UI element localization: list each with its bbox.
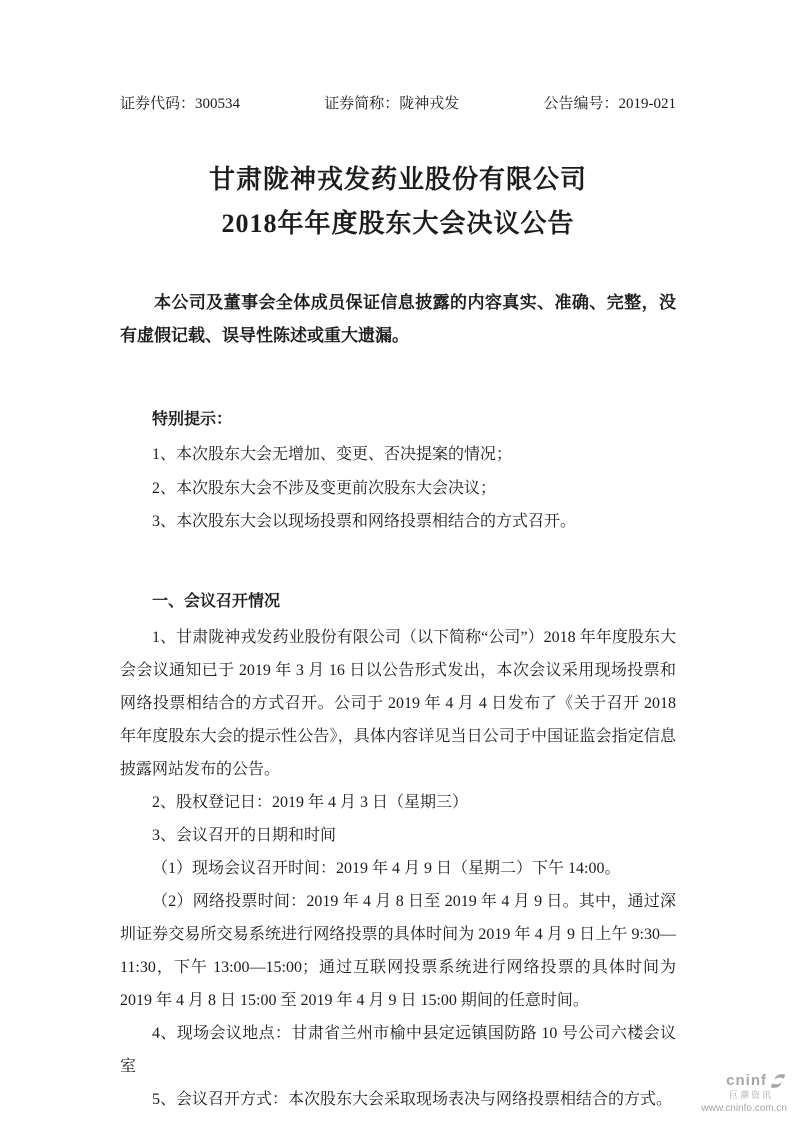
cninfo-brand-row	[701, 1072, 787, 1090]
special-notice-item-2: 2、本次股东大会不涉及变更前次股东大会决议；	[152, 479, 497, 497]
section-1-paragraph-1: 1、甘肃陇神戎发药业股份有限公司（以下简称“公司”）2018 年年度股东大会会议通知已于 2019 年 3 月 16 日以公告形式发出，本次会议采用现场投票和网络投票相结合的方式召开。公司于 2019 年 4 月 4 日发布了《关于召开 2018 年年度股东大会的提示性公告》，具体内容详见当日公司于中国证监会指定信息披露网站发布的公告。	[120, 628, 676, 778]
cninfo-watermark	[701, 1072, 787, 1114]
disclaimer-paragraph: 本公司及董事会全体成员保证信息披露的内容真实、准确、完整，没有虚假记载、误导性陈述或重大遗漏。	[120, 293, 676, 345]
special-notice-item-3: 3、本次股东大会以现场投票和网络投票相结合的方式召开。	[152, 513, 577, 530]
section-1-paragraph-7: 5、会议召开方式：本次股东大会采取现场表决与网络投票相结合的方式。	[152, 1090, 673, 1108]
cninfo-swirl-icon	[769, 1072, 787, 1090]
section-1-paragraph-2: 2、股权登记日：2019 年 4 月 3 日（星期三）	[152, 793, 469, 811]
section-1-paragraph-6: 4、现场会议地点：甘肃省兰州市榆中县定远镇国防路 10 号公司六楼会议室	[120, 1024, 676, 1075]
special-notice-heading: 特别提示：	[152, 411, 233, 428]
stock-code: 证券代码：300534	[120, 96, 241, 112]
special-notice-item-1: 1、本次股东大会无增加、变更、否决提案的情况；	[152, 446, 513, 463]
announcement-title: 2018年年度股东大会决议公告	[221, 209, 575, 238]
doc-header	[120, 94, 676, 114]
section-1-paragraph-3: 3、会议召开的日期和时间	[152, 826, 337, 844]
special-notice-list	[120, 438, 676, 539]
document-content	[120, 0, 676, 1116]
cninfo-url: www.cninfo.com.cn	[701, 1103, 787, 1114]
section-1-paragraph-4: （1）现场会议召开时间：2019 年 4 月 9 日（星期二）下午 14:00。	[152, 859, 621, 877]
section-1-heading: 一、会议召开情况	[152, 592, 281, 610]
section-1-paragraph-5: （2）网络投票时间：2019 年 4 月 8 日至 2019 年 4 月 9 日。其中，通过深圳证券交易所交易系统进行网络投票的具体时间为 2019 年 4 月 9 日上午 9:30—11:30，下午 13:00—15:00；通过互联网投票系统进行网络投票的具体时间为 2019 年 4 月 8 日 15:00 至 2019 年 4 月 9 日 15:00 期间的任意时间。	[120, 892, 676, 1009]
cninfo-brand-text: cninf	[726, 1071, 767, 1089]
cninfo-chinese-name: 巨潮资讯	[728, 1090, 773, 1101]
stock-short-name: 证券简称：陇神戎发	[324, 96, 460, 112]
section-1-body	[120, 621, 676, 1116]
announcement-number: 公告编号：2019-021	[543, 96, 676, 112]
company-name-title: 甘肃陇神戎发药业股份有限公司	[208, 165, 587, 194]
